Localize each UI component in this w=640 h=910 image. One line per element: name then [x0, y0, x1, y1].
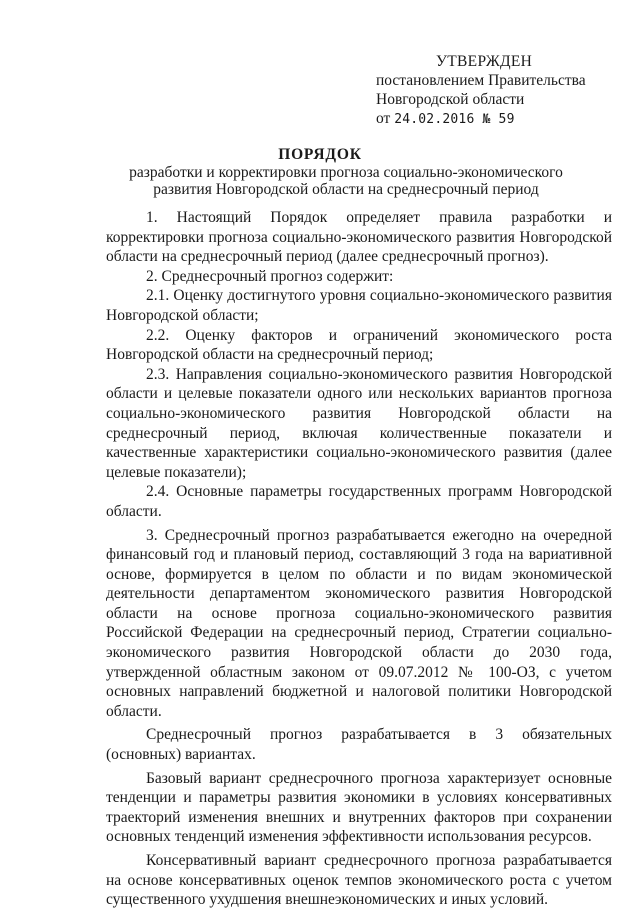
approval-region-line: Новгородской области [376, 91, 525, 108]
document-title: ПОРЯДОК [278, 146, 362, 163]
paragraph: 2.3. Направления социально-экономического развития Новгородской области и целевые показатели одного или нескольких вариантов прогноза социально-экономического развития Новгородской области на среднесрочный период, включая количественные показатели и качественные характеристики социально-экономического развития (далее целевые показатели); [106, 365, 612, 481]
approval-issuer-line: постановлением Правительства [376, 72, 586, 89]
paragraph: 3. Среднесрочный прогноз разрабатывается ежегодно на очередной финансовый год и плановый период, составляющий 3 года на вариативной основе, формируется в целом по области и по видам экономической деятельности департаментом экономического развития Новгородской области на основе прогноза социально-экономического развития Российской Федерации на среднесрочный период, Стратегии социально-экономического развития Новгородской области до 2030 года, утвержденной областным законом от 09.07.2012 № 100-ОЗ, с учетом основных направлений бюджетной и налоговой политики Новгородской области. [106, 526, 612, 720]
document-body [106, 208, 612, 910]
paragraph: 2.4. Основные параметры государственных программ Новгородской области. [106, 483, 612, 520]
approval-stamp [376, 52, 586, 129]
document-subtitle: разработки и корректировки прогноза социально-экономического развития Новгородской области на среднесрочный период [129, 164, 563, 198]
paragraph: Консервативный вариант среднесрочного прогноза разрабатывается на основе консервативных оценок темпов экономического роста с учетом существенного ухудшения внешнеэкономических и иных условий. [106, 852, 612, 909]
paragraph: 2.1. Оценку достигнутого уровня социально-экономического развития Новгородской области; [106, 287, 612, 324]
paragraph: Базовый вариант среднесрочного прогноза характеризует основные тенденции и параметры развития экономики в условиях консервативных траекторий изменения внешних и внутренних факторов при сохранении основных тенденций изменения эффективности использования ресурсов. [106, 769, 612, 846]
paragraph: 1. Настоящий Порядок определяет правила разработки и корректировки прогноза социально-экономического развития Новгородской области на среднесрочный период (далее среднесрочный прогноз). [106, 209, 612, 266]
paragraph: 2. Среднесрочный прогноз содержит: [146, 267, 394, 285]
approval-date-line [376, 109, 586, 129]
paragraph: Среднесрочный прогноз разрабатывается в 3 обязательных (основных) вариантах. [106, 726, 612, 764]
approval-date-prefix: от [376, 110, 391, 127]
approval-heading: УТВЕРЖДЕН [436, 53, 533, 70]
paragraph: 2.2. Оценку факторов и ограничений экономического роста Новгородской области на среднесрочный период; [106, 326, 612, 364]
approval-date-value: 24.02.2016 № 59 [394, 112, 515, 127]
